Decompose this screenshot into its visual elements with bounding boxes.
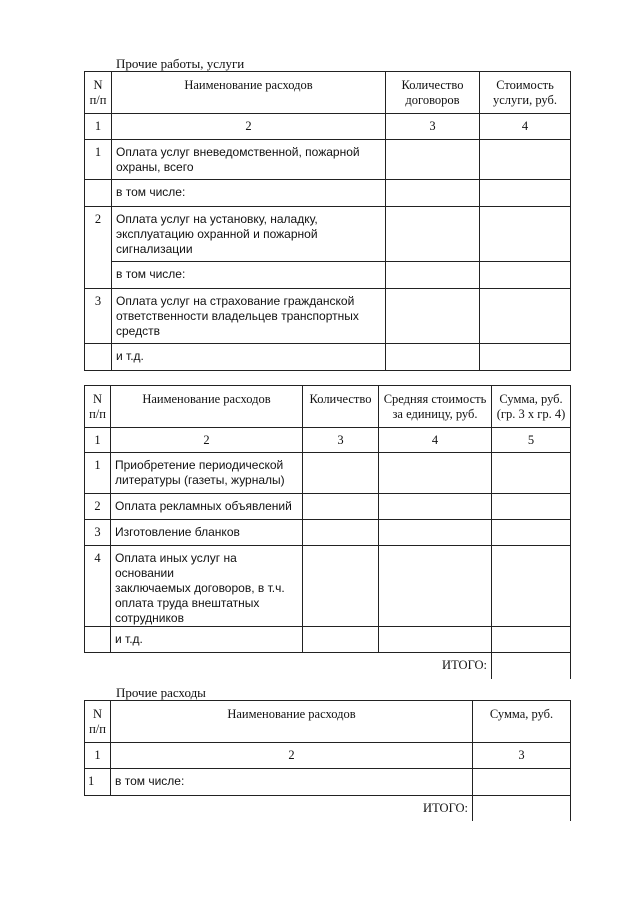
- contracts-cell[interactable]: [386, 140, 480, 180]
- total-sum-cell[interactable]: [492, 653, 571, 679]
- expense-name: Изготовление бланков: [111, 520, 303, 546]
- row-number: [85, 627, 111, 653]
- expense-name: в том числе:: [112, 262, 386, 289]
- column-number: 1: [85, 114, 112, 140]
- row-number: 4: [85, 546, 111, 627]
- column-number: 4: [379, 428, 492, 453]
- header-sum: Сумма, руб. (гр. 3 x гр. 4): [492, 386, 571, 428]
- header-expense-name: Наименование расходов: [111, 701, 473, 743]
- row-number: 2: [85, 207, 112, 262]
- row-number: [85, 180, 112, 207]
- column-number: 2: [111, 428, 303, 453]
- header-average-cost: Средняя стоимость за единицу, руб.: [379, 386, 492, 428]
- quantity-cell[interactable]: [303, 546, 379, 627]
- cost-cell[interactable]: [480, 207, 571, 262]
- cost-cell[interactable]: [480, 289, 571, 344]
- row-number: 3: [85, 520, 111, 546]
- average-cost-cell[interactable]: [379, 520, 492, 546]
- sum-cell[interactable]: [492, 453, 571, 494]
- header-expense-name: Наименование расходов: [111, 386, 303, 428]
- header-number: N п/п: [85, 701, 111, 743]
- cost-cell[interactable]: [480, 344, 571, 371]
- expense-name: Оплата услуг вневедомственной, пожарной охраны, всего: [112, 140, 386, 180]
- column-number: 5: [492, 428, 571, 453]
- sum-cell[interactable]: [492, 494, 571, 520]
- sum-cell[interactable]: [492, 520, 571, 546]
- header-expense-name: Наименование расходов: [112, 72, 386, 114]
- header-quantity: Количество: [303, 386, 379, 428]
- expense-name: Оплата рекламных объявлений: [111, 494, 303, 520]
- section1-caption: Прочие работы, услуги: [116, 56, 245, 71]
- quantity-cell[interactable]: [303, 627, 379, 653]
- quantity-cell[interactable]: [303, 494, 379, 520]
- header-number: N п/п: [85, 72, 112, 114]
- other-expenses-table: [84, 700, 571, 821]
- average-cost-cell[interactable]: [379, 453, 492, 494]
- row-number: [85, 262, 112, 289]
- average-cost-cell[interactable]: [379, 494, 492, 520]
- header-number: N п/п: [85, 386, 111, 428]
- row-number: 2: [85, 494, 111, 520]
- expense-name: в том числе:: [112, 180, 386, 207]
- header-sum: Сумма, руб.: [473, 701, 571, 743]
- header-contracts-count: Количество договоров: [386, 72, 480, 114]
- expense-name: в том числе:: [111, 769, 473, 796]
- sum-cell[interactable]: [492, 546, 571, 627]
- total-label: ИТОГО:: [423, 800, 468, 815]
- section3-caption: Прочие расходы: [116, 685, 206, 700]
- total-sum-cell[interactable]: [473, 796, 571, 821]
- cost-cell[interactable]: [480, 140, 571, 180]
- contracts-cell[interactable]: [386, 180, 480, 207]
- row-number: 1: [85, 140, 112, 180]
- cost-cell[interactable]: [480, 180, 571, 207]
- sum-cell[interactable]: [492, 627, 571, 653]
- sum-cell[interactable]: [473, 769, 571, 796]
- row-number: 3: [85, 289, 112, 344]
- expense-name: и т.д.: [111, 627, 303, 653]
- expense-name: Оплата услуг на установку, наладку, эксплуатацию охранной и пожарной сигнализации: [112, 207, 386, 262]
- row-number: 1: [85, 453, 111, 494]
- expense-name: Оплата услуг на страхование гражданской ответственности владельцев транспортных средств: [112, 289, 386, 344]
- contracts-cell[interactable]: [386, 262, 480, 289]
- average-cost-cell[interactable]: [379, 627, 492, 653]
- row-number: 1: [85, 769, 111, 796]
- column-number: 4: [480, 114, 571, 140]
- column-number: 2: [111, 743, 473, 769]
- cost-cell[interactable]: [480, 262, 571, 289]
- row-number: [85, 344, 112, 371]
- expense-name: и т.д.: [112, 344, 386, 371]
- quantity-cell[interactable]: [303, 453, 379, 494]
- column-number: 2: [112, 114, 386, 140]
- column-number: 3: [473, 743, 571, 769]
- column-number: 3: [386, 114, 480, 140]
- quantity-cell[interactable]: [303, 520, 379, 546]
- other-services-table: [84, 385, 571, 679]
- contracts-cell[interactable]: [386, 344, 480, 371]
- column-number: 3: [303, 428, 379, 453]
- column-number: 1: [85, 743, 111, 769]
- expense-name: Приобретение периодической литературы (газеты, журналы): [111, 453, 303, 494]
- total-label: ИТОГО:: [442, 658, 487, 673]
- header-service-cost: Стоимость услуги, руб.: [480, 72, 571, 114]
- column-number: 1: [85, 428, 111, 453]
- contracts-cell[interactable]: [386, 207, 480, 262]
- average-cost-cell[interactable]: [379, 546, 492, 627]
- services-table: [84, 71, 571, 371]
- contracts-cell[interactable]: [386, 289, 480, 344]
- expense-name: Оплата иных услуг на основании заключаемых договоров, в т.ч. оплата труда внештатных сотрудников: [111, 546, 303, 627]
